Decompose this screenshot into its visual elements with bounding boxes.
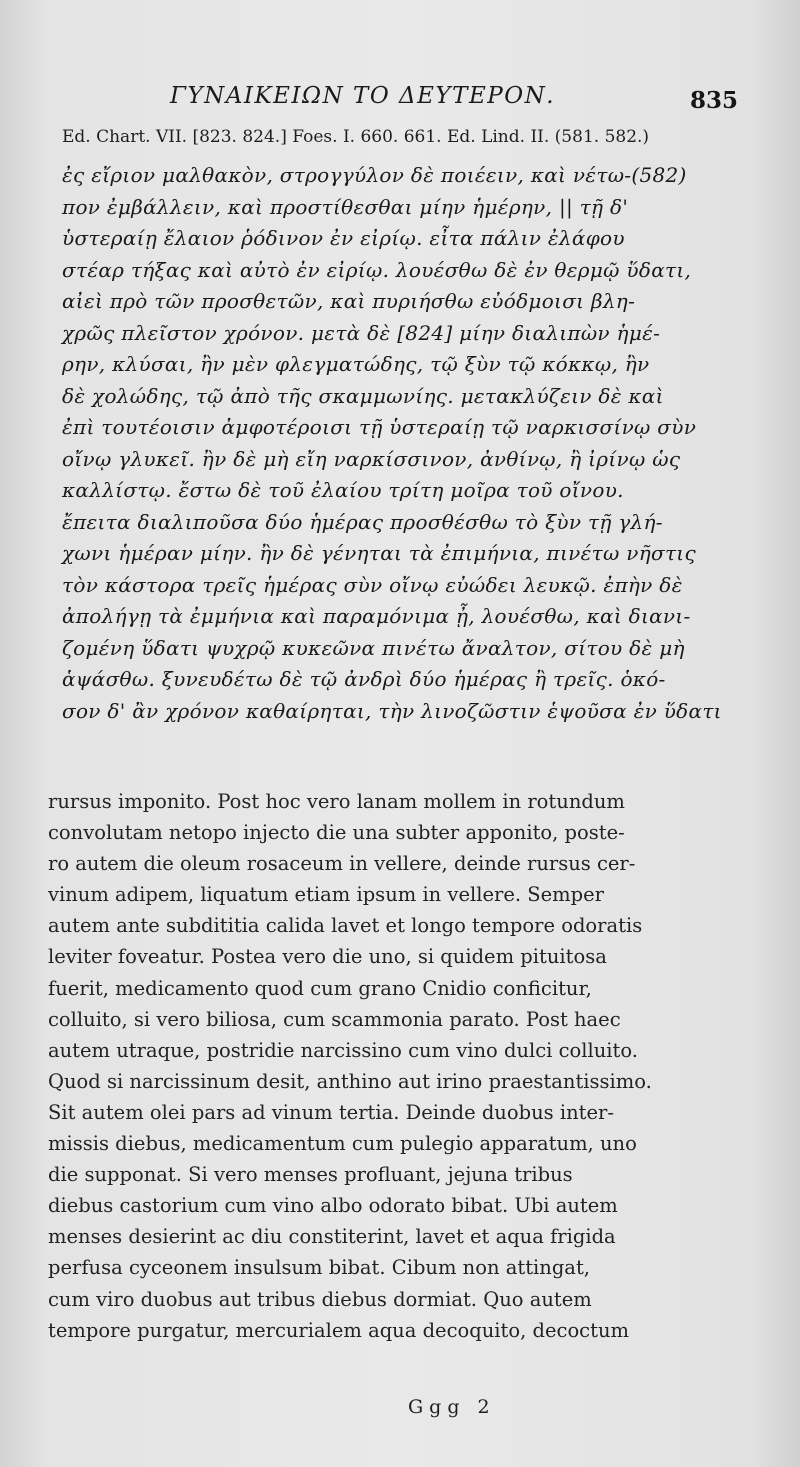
latin-line: Sit autem olei pars ad vinum tertia. Deinde duobus inter-	[48, 1100, 614, 1124]
latin-line: ro autem die oleum rosaceum in vellere, deinde rursus cer-	[48, 852, 636, 876]
running-head	[0, 83, 800, 123]
latin-line: autem ante subdititia calida lavet et longo tempore odoratis	[48, 914, 643, 938]
greek-line: ρην, κλύσαι, ἢν μὲν φλεγματώδης, τῷ ξὺν τῷ κόκκῳ, ἢν	[62, 352, 650, 376]
greek-line: καλλίστῳ. ἔστω δὲ τοῦ ἐλαίου τρίτη μοῖρα τοῦ οἴνου.	[62, 478, 624, 502]
latin-line: vinum adipem, liquatum etiam ipsum in vellere. Semper	[48, 883, 604, 907]
greek-line: χρῶς πλεῖστον χρόνον. μετὰ δὲ [824] μίην διαλιπὼν ἡμέ-	[62, 320, 661, 345]
greek-line: ζομένη ὕδατι ψυχρῷ κυκεῶνα πινέτω ἄναλτον, σίτου δὲ μὴ	[62, 635, 685, 660]
greek-line: ἁψάσθω. ξυνευδέτω δὲ τῷ ἀνδρὶ δύο ἡμέρας ἢ τρεῖς. ὁκό-	[62, 667, 666, 691]
greek-line: πον ἐμβάλλειν, καὶ προστίθεσθαι μίην ἡμέρην, || τῇ δ'	[62, 194, 629, 219]
greek-line: ἐς εἴριον μαλθακὸν, στρογγύλον δὲ ποιέειν, καὶ νέτω-(582)	[62, 163, 687, 187]
latin-line: perfusa cyceonem insulsum bibat. Cibum non attingat,	[48, 1256, 590, 1280]
greek-line: δὲ χολώδης, τῷ ἀπὸ τῆς σκαμμωνίης. μετακλύζειν δὲ καὶ	[62, 383, 664, 408]
greek-line: στέαρ τήξας καὶ αὐτὸ ἐν εἰρίῳ. λουέσθω δὲ ἐν θερμῷ ὕδατι,	[62, 257, 692, 282]
latin-line: colluito, si vero biliosa, cum scammonia parato. Post haec	[48, 1007, 621, 1031]
greek-line: σον δ' ἂν χρόνον καθαίρηται, τὴν λινοζῶστιν ἑψοῦσα ἐν ὕδατι	[62, 698, 722, 723]
greek-line: ὑστεραίῃ ἔλαιον ῥόδινον ἐν εἰρίῳ. εἶτα πάλιν ἐλάφου	[62, 226, 625, 250]
latin-line: cum viro duobus aut tribus diebus dormiat. Quo autem	[48, 1287, 592, 1311]
latin-line: diebus castorium cum vino albo odorato bibat. Ubi autem	[48, 1194, 618, 1218]
signature-mark: Ggg 2	[408, 1396, 496, 1418]
latin-line: die supponat. Si vero menses profluant, jejuna tribus	[48, 1163, 573, 1187]
latin-line: fuerit, medicamento quod cum grano Cnidio conficitur,	[48, 976, 592, 1000]
latin-line: tempore purgatur, mercurialem aqua decoquito, decoctum	[48, 1318, 629, 1342]
running-title: ΓΥΝΑΙΚΕΙΩΝ ΤΟ ΔΕΥΤΕΡΟΝ.	[170, 83, 556, 109]
greek-line: αἰεὶ πρὸ τῶν προσθετῶν, καὶ πυριήσθω εὐόδμοισι βλη-	[62, 289, 636, 313]
latin-line: leviter foveatur. Postea vero die uno, si quidem pituitosa	[48, 945, 607, 969]
greek-line: ἀπολήγῃ τὰ ἐμμήνια καὶ παραμόνιμα ᾖ, λουέσθω, καὶ διανι-	[62, 604, 691, 628]
latin-line: menses desierint ac diu constiterint, lavet et aqua frigida	[48, 1225, 616, 1249]
latin-line: convolutam netopo injecto die una subter apponito, poste-	[48, 821, 625, 845]
greek-text-block	[62, 160, 782, 727]
edition-references: Ed. Chart. VII. [823. 824.] Foes. I. 660. 661. Ed. Lind. II. (581. 582.)	[62, 127, 650, 147]
latin-text-block	[48, 786, 788, 1346]
greek-line: ἔπειτα διαλιποῦσα δύο ἡμέρας προσθέσθω τὸ ξὺν τῇ γλή-	[62, 509, 663, 534]
latin-line: missis diebus, medicamentum cum pulegio apparatum, uno	[48, 1132, 637, 1156]
page-number: 835	[690, 87, 739, 114]
greek-line: τὸν κάστορα τρεῖς ἡμέρας σὺν οἴνῳ εὐώδει λευκῷ. ἐπὴν δὲ	[62, 572, 683, 597]
greek-line: ἐπὶ τουτέοισιν ἀμφοτέροισι τῇ ὑστεραίῃ τῷ ναρκισσίνῳ σὺν	[62, 415, 697, 439]
latin-line: Quod si narcissinum desit, anthino aut irino praestantissimo.	[48, 1069, 652, 1093]
greek-line: οἴνῳ γλυκεῖ. ἢν δὲ μὴ εἴη ναρκίσσινον, ἀνθίνῳ, ἢ ἰρίνῳ ὡς	[62, 446, 681, 471]
latin-line: rursus imponito. Post hoc vero lanam mollem in rotundum	[48, 790, 625, 813]
latin-line: autem utraque, postridie narcissino cum vino dulci colluito.	[48, 1038, 638, 1062]
greek-line: χωνι ἡμέραν μίην. ἢν δὲ γένηται τὰ ἐπιμήνια, πινέτω νῆστις	[62, 541, 696, 565]
